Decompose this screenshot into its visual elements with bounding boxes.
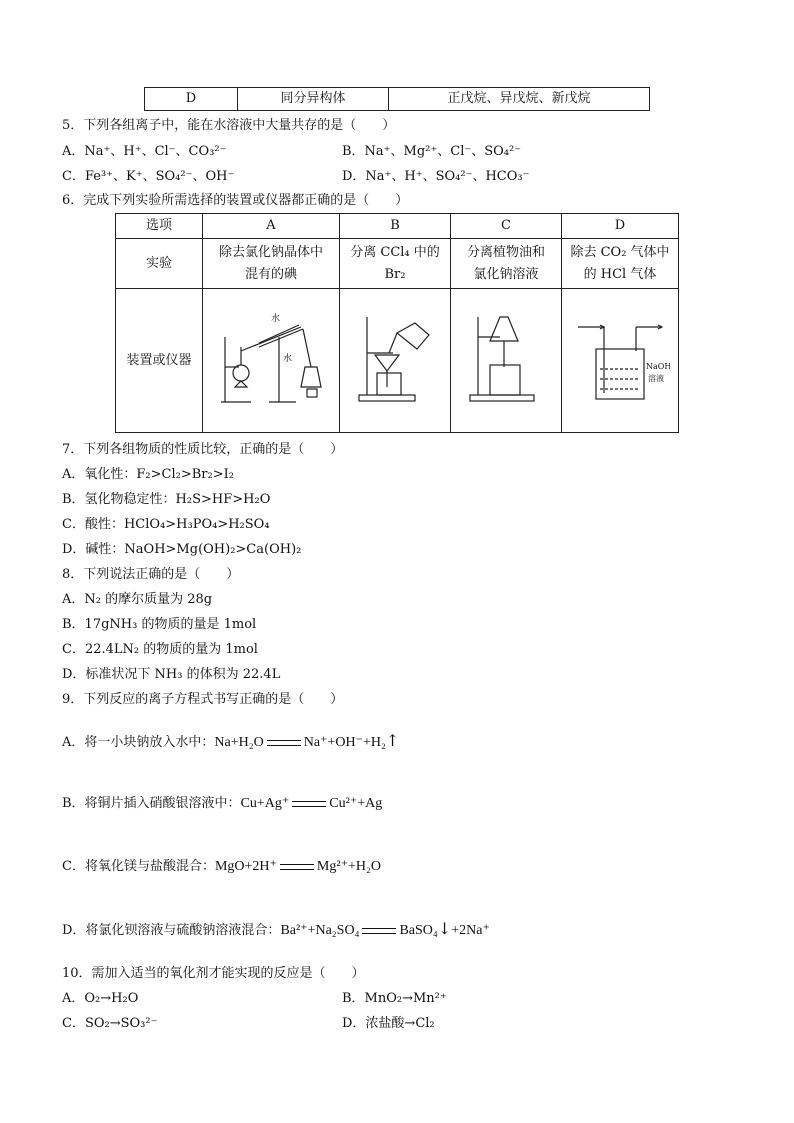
- q6-row-apparatus-label: 装置或仪器: [116, 289, 203, 433]
- q8-stem: 8．下列说法正确的是（ ）: [62, 567, 240, 582]
- q7-option-c: C．酸性：HClO₄>H₃PO₄>H₂SO₄: [62, 517, 270, 532]
- q7-option-d: D．碱性：NaOH>Mg(OH)₂>Ca(OH)₂: [62, 542, 302, 557]
- q6-header-d: D: [562, 214, 679, 239]
- q10-option-d: D．浓盐酸→Cl₂: [342, 1016, 435, 1031]
- cell-example: 正戊烷、异戊烷、新戊烷: [389, 88, 650, 111]
- solution-label: 溶液: [648, 373, 664, 383]
- q6-exp-d: 除去 CO₂ 气体中 的 HCl 气体: [562, 239, 679, 289]
- q6-exp-a: 除去氯化钠晶体中 混有的碘: [203, 239, 340, 289]
- gas-washing-bottle-figure: [570, 307, 670, 407]
- water-label-1: 水: [271, 313, 281, 324]
- water-label-2: 水: [283, 353, 293, 364]
- top-table: [144, 87, 650, 111]
- q6-header-option: 选项: [116, 214, 203, 239]
- q6-fig-d: [562, 289, 679, 433]
- q6-header-c: C: [451, 214, 562, 239]
- naoh-label: NaOH: [646, 361, 670, 371]
- q5-option-d: D．Na⁺、H⁺、SO₄²⁻、HCO₃⁻: [342, 169, 530, 184]
- q7-option-b: B．氢化物稳定性：H₂S>HF>H₂O: [62, 492, 271, 507]
- q6-fig-b: [340, 289, 451, 433]
- q6-header-b: B: [340, 214, 451, 239]
- q10-option-c: C．SO₂→SO₃²⁻: [62, 1016, 158, 1031]
- q6-header-a: A: [203, 214, 340, 239]
- q5-stem: 5．下列各组离子中，能在水溶液中大量共存的是（ ）: [62, 118, 396, 133]
- q7-stem: 7．下列各组物质的性质比较，正确的是（ ）: [62, 442, 344, 457]
- q5-option-b: B．Na⁺、Mg²⁺、Cl⁻、SO₄²⁻: [342, 144, 522, 159]
- q9-option-b: B．将铜片插入硝酸银溶液中：Cu+Ag⁺ Cu²⁺+Ag: [62, 796, 383, 811]
- q9-stem: 9．下列反应的离子方程式书写正确的是（ ）: [62, 692, 344, 707]
- q6-row-experiment-label: 实验: [116, 239, 203, 289]
- q8-option-d: D．标准状况下 NH₃ 的体积为 22.4L: [62, 667, 281, 682]
- q6-fig-c: [451, 289, 562, 433]
- q6-fig-a: [203, 289, 340, 433]
- distillation-apparatus-figure: [211, 307, 331, 407]
- q6-exp-c: 分离植物油和 氯化钠溶液: [451, 239, 562, 289]
- q5-option-c: C．Fe³⁺、K⁺、SO₄²⁻、OH⁻: [62, 169, 235, 184]
- q9-option-d: D．将氯化钡溶液与硫酸钠溶液混合：Ba²⁺+Na₂SO₄ BaSO₄↓+2Na⁺: [62, 919, 490, 938]
- q9-option-c: C．将氧化镁与盐酸混合：MgO+2H⁺ Mg²⁺+H₂O: [62, 859, 381, 874]
- q6-exp-b: 分离 CCl₄ 中的 Br₂: [340, 239, 451, 289]
- filtration-apparatus-figure: [345, 307, 445, 407]
- separatory-funnel-figure: [456, 307, 556, 407]
- q8-option-c: C．22.4LN₂ 的物质的量为 1mol: [62, 642, 258, 657]
- q9-option-a: A．将一小块钠放入水中：Na+H₂O Na⁺+OH⁻+H₂↑: [62, 731, 400, 750]
- cell-option: D: [145, 88, 238, 111]
- q8-option-b: B．17gNH₃ 的物质的量是 1mol: [62, 617, 257, 632]
- cell-type: 同分异构体: [238, 88, 389, 111]
- q10-stem: 10．需加入适当的氧化剂才能实现的反应是（ ）: [62, 966, 365, 981]
- q6-table: [115, 213, 679, 433]
- q5-option-a: A．Na⁺、H⁺、Cl⁻、CO₃²⁻: [62, 144, 227, 159]
- q10-option-b: B．MnO₂→Mn²⁺: [342, 991, 447, 1006]
- q6-stem: 6．完成下列实验所需选择的装置或仪器都正确的是（ ）: [62, 193, 409, 208]
- q8-option-a: A．N₂ 的摩尔质量为 28g: [62, 592, 213, 607]
- q10-option-a: A．O₂→H₂O: [62, 991, 139, 1006]
- q7-option-a: A．氧化性：F₂>Cl₂>Br₂>I₂: [62, 467, 234, 482]
